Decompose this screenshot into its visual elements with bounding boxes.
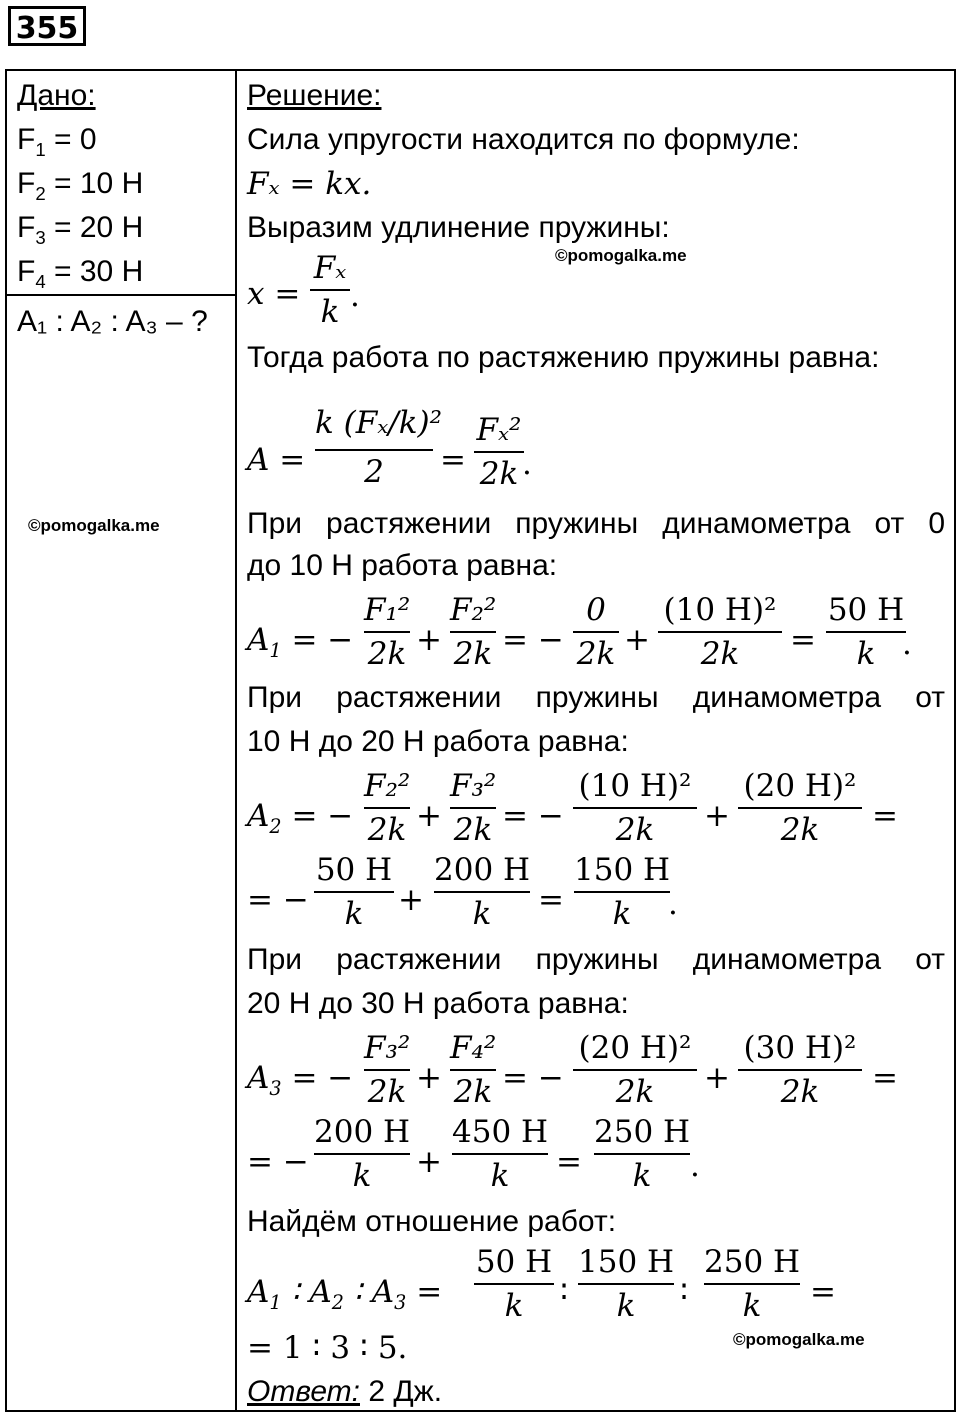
fraction: 50 Н k [315,852,393,932]
solution-line-7: Найдём отношение работ: [247,1205,617,1238]
fraction: 250 Н k [704,1244,801,1324]
fraction: F₃² 2k [450,768,497,848]
plus: + [416,1144,442,1180]
fraction: F₃² 2k [364,1030,411,1110]
equals: = [538,882,564,918]
given-title: Дано: [17,79,96,112]
plus: + [704,1060,730,1096]
equals: = [790,622,816,658]
period: . [350,278,360,314]
formula-ratio-lhs: $A_1$ ∶ $A_2$ ∶ $A_3$ = [247,1274,443,1315]
given-f4: $F_4 = 30$ Н [17,255,144,292]
given-find: A₁ : A₂ : A₃ – ? [17,305,208,338]
fraction: (20 Н)² 2k [573,1030,697,1110]
fraction: 150 Н k [578,1244,675,1324]
solution-line-4b: до 10 Н работа равна: [247,549,558,582]
equals: = [872,798,898,834]
solution-line-3: Тогда работа по растяжению пружины равна: [247,341,880,374]
given-f1: $F_1 = 0$ [17,123,97,160]
given-f2: $F_2 = 10$ Н [17,167,144,204]
fraction: (30 Н)² 2k [738,1030,862,1110]
plus: + [398,882,424,918]
fraction: F₄² 2k [450,1030,497,1110]
fraction: 450 Н k [452,1114,549,1194]
solution-line-6a: При растяжении пружины динамометра от [247,943,945,976]
solution-line-6b: 20 Н до 30 Н работа равна: [247,987,629,1020]
formula-ratio-result: = 1 ∶ 3 ∶ 5. [247,1330,408,1366]
column-divider [235,69,237,1412]
plus: + [704,798,730,834]
formula-elastic-force: Fₓ = kx. [247,166,372,202]
fraction: 250 Н k [594,1114,691,1194]
plus: + [416,1060,442,1096]
period: . [902,626,912,662]
problem-number: 355 [8,6,86,46]
equals-minus: = − [247,1144,309,1180]
watermark-bottom: ©pomogalka.me [733,1330,865,1349]
fraction-a2: Fₓ² 2k [474,412,524,492]
colon: ∶ [680,1274,689,1310]
answer-value: 2 Дж. [360,1375,443,1408]
equals-minus: = − [247,882,309,918]
formula-x-lhs: x = [247,276,301,312]
equals-minus: = − [502,622,564,658]
equals: = [872,1060,898,1096]
answer-label: Ответ: [247,1375,360,1408]
answer [247,1374,442,1410]
watermark-left: ©pomogalka.me [28,516,160,535]
period: . [668,886,678,922]
solution-line-1: Сила упругости находится по формуле: [247,123,800,156]
fraction-x: Fₓ k [310,250,350,330]
fraction: F₁² 2k [364,592,411,672]
equals: = [810,1274,836,1310]
period: . [690,1148,700,1184]
fraction: (10 Н)² 2k [658,592,782,672]
plus: + [416,622,442,658]
fraction-a: k (Fₓ/k)² 2 [315,405,442,490]
fraction: 200 Н k [314,1114,411,1194]
plus: + [416,798,442,834]
equals-minus: = − [502,1060,564,1096]
fraction: F₂² 2k [450,592,497,672]
fraction: 200 Н k [434,852,531,932]
equals: = [556,1144,582,1180]
fraction: 50 Н k [827,592,905,672]
equals-minus: = − [502,798,564,834]
fraction: (10 Н)² 2k [573,768,697,848]
fraction: 50 Н k [475,1244,553,1324]
formula-a-lhs: A = [247,442,306,478]
fraction: F₂² 2k [364,768,411,848]
fraction: 150 Н k [574,852,671,932]
formula-a3-lhs: $A_3$ = − [247,1060,354,1101]
fraction: 0 2k [573,592,619,672]
equals: = [440,442,466,478]
formula-a2-lhs: $A_2$ = − [247,798,354,839]
watermark-top: ©pomogalka.me [555,246,687,265]
colon: ∶ [560,1274,569,1310]
solution-line-5b: 10 Н до 20 Н работа равна: [247,725,629,758]
plus: + [624,622,650,658]
solution-line-2: Выразим удлинение пружины: [247,211,670,244]
period: . [522,446,532,482]
solution-title: Решение: [247,79,382,112]
formula-a1-lhs: $A_1$ = − [247,622,354,663]
given-f3: $F_3 = 20$ Н [17,211,144,248]
solution-line-4a: При растяжении пружины динамометра от 0 [247,507,945,540]
fraction: (20 Н)² 2k [738,768,862,848]
solution-line-5a: При растяжении пружины динамометра от [247,681,945,714]
